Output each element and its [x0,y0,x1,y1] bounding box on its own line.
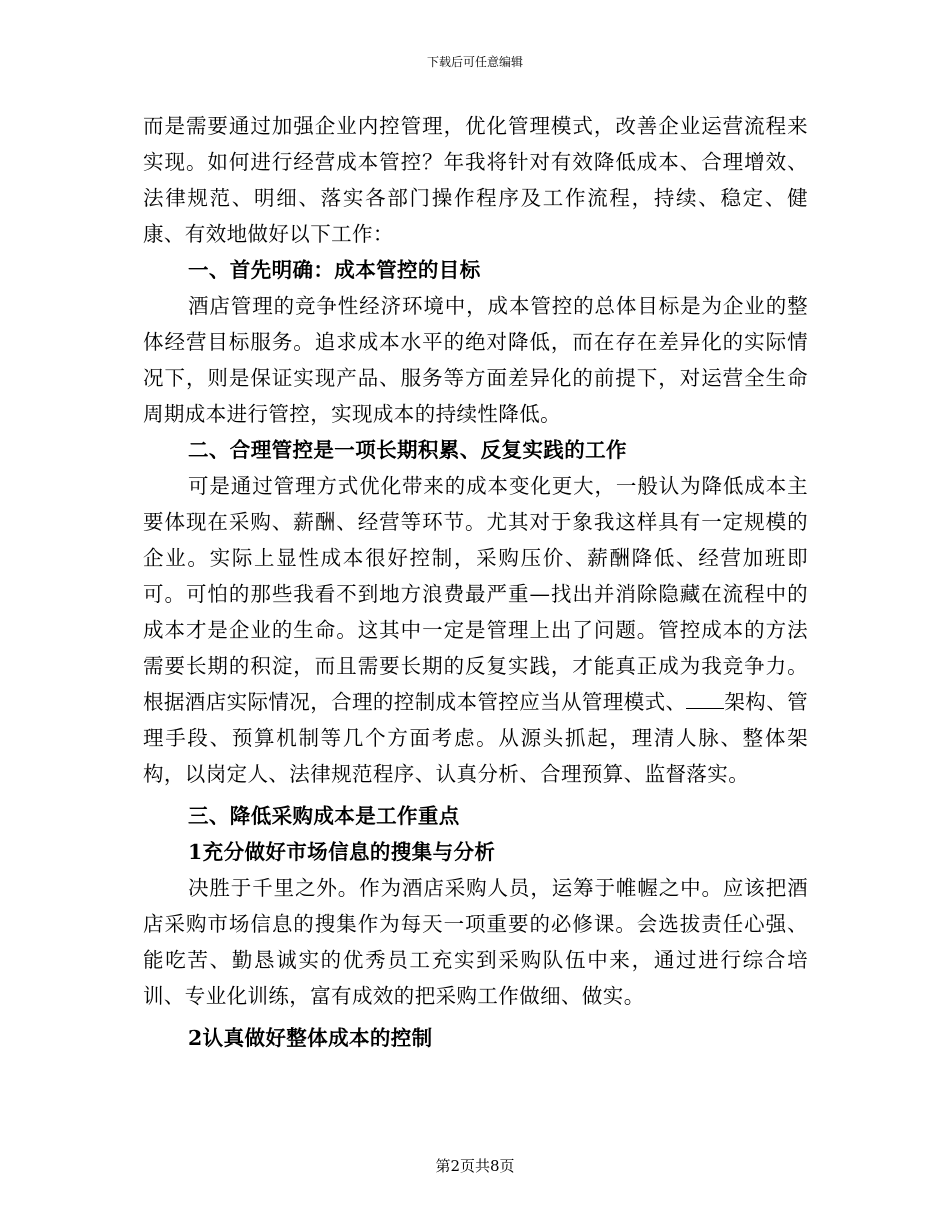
paragraph-long-term-control-part2: 架构、管理手段、预算机制等几个方面考虑。从源头抓起，理清人脉、整体架构，以岗定人、法律规范程序、认真分析、合理预算、监督落实。 [143,690,809,786]
heading-section-3: 三、降低采购成本是工作重点 [188,804,460,828]
blank-underline [686,690,724,709]
page-header-note: 下载后可任意编辑 [426,55,523,69]
paragraph-long-term-control [143,468,808,792]
heading-section-2: 二、合理管控是一项长期积累、反复实践的工作 [188,438,627,462]
paragraph-intro: 而是需要通过加强企业内控管理，优化管理模式，改善企业运营流程来实现。如何进行经营成本管控？年我将针对有效降低成本、合理增效、法律规范、明细、落实各部门操作程序及工作流程，持续、稳定、健康、有效地做好以下工作： [143,114,808,246]
paragraph-long-term-control-part1: 可是通过管理方式优化带来的成本变化更大，一般认为降低成本主要体现在采购、薪酬、经营等环节。尤其对于象我这样具有一定规模的企业。实际上显性成本很好控制，采购压价、薪酬降低、经营加班即可。可怕的那些我看不到地方浪费最严重—找出并消除隐藏在流程中的成本才是企业的生命。这其中一定是管理上出了问题。管控成本的方法需要长期的积淀，而且需要长期的反复实践，才能真正成为我竞争力。根据酒店实际情况，合理的控制成本管控应当从管理模式、 [143,474,808,714]
heading-subsection-2: 2认真做好整体成本的控制 [188,1026,433,1050]
heading-subsection-1: 1充分做好市场信息的搜集与分析 [188,840,496,864]
document-body [143,108,808,1056]
heading-section-1: 一、首先明确：成本管控的目标 [188,258,481,282]
paragraph-market-info: 决胜于千里之外。作为酒店采购人员，运筹于帷幄之中。应该把酒店采购市场信息的搜集作为每天一项重要的必修课。会选拔责任心强、能吃苦、勤恳诚实的优秀员工充实到采购队伍中来，通过进行综合培训、专业化训练，富有成效的把采购工作做细、做实。 [143,876,808,1008]
paragraph-cost-goal: 酒店管理的竞争性经济环境中，成本管控的总体目标是为企业的整体经营目标服务。追求成本水平的绝对降低，而在存在差异化的实际情况下，则是保证实现产品、服务等方面差异化的前提下，对运营全生命周期成本进行管控，实现成本的持续性降低。 [143,294,808,426]
page-number: 第2页共8页 [435,1157,515,1175]
